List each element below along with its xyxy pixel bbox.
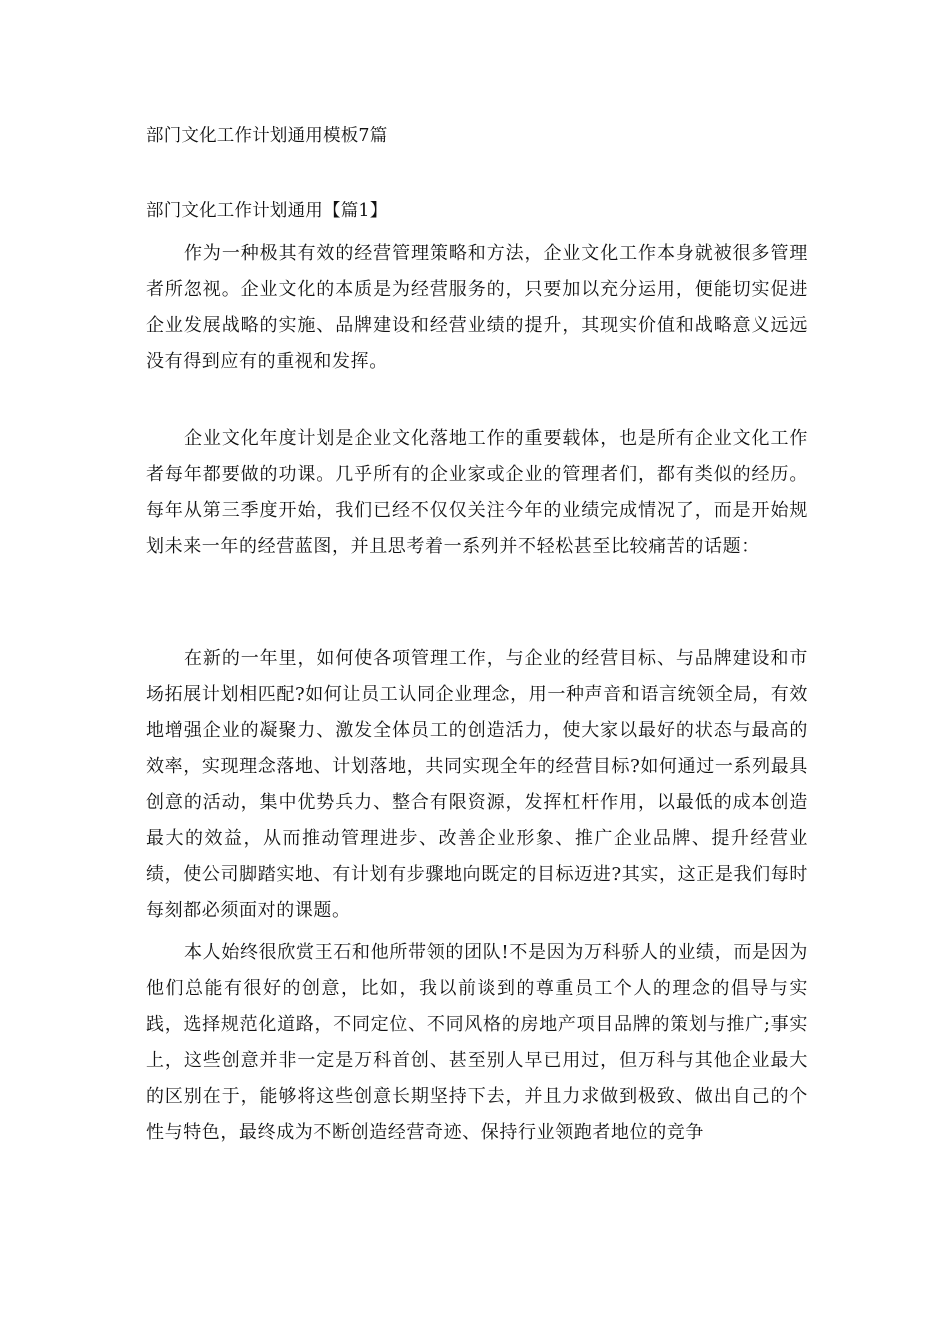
paragraph: 企业文化年度计划是企业文化落地工作的重要载体，也是所有企业文化工作者每年都要做的功课。几乎所有的企业家或企业的管理者们，都有类似的经历。每年从第三季度开始，我们已经不仅仅关注今年的业绩完成情况了，而是开始规划未来一年的经营蓝图，并且思考着一系列并不轻松甚至比较痛苦的话题： [146,428,808,557]
section-heading: 部门文化工作计划通用【篇1】 [146,201,388,221]
paragraph: 本人始终很欣赏王石和他所带领的团队!不是因为万科骄人的业绩，而是因为他们总能有很好的创意，比如，我以前谈到的尊重员工个人的理念的倡导与实践，选择规范化道路，不同定位、不同风格的房地产项目品牌的策划与推广;事实上，这些创意并非一定是万科首创、甚至别人早已用过，但万科与其他企业最大的区别在于，能够将这些创意长期坚持下去，并且力求做到极致、做出自己的个性与特色，最终成为不断创造经营奇迹、保持行业领跑者地位的竞争 [146,942,808,1143]
document-title: 部门文化工作计划通用模板7篇 [146,126,388,146]
paragraph: 作为一种极其有效的经营管理策略和方法，企业文化工作本身就被很多管理者所忽视。企业文化的本质是为经营服务的，只要加以充分运用，便能切实促进企业发展战略的实施、品牌建设和经营业绩的提升，其现实价值和战略意义远远没有得到应有的重视和发挥。 [146,243,808,372]
paragraph: 在新的一年里，如何使各项管理工作，与企业的经营目标、与品牌建设和市场拓展计划相匹配?如何让员工认同企业理念，用一种声音和语言统领全局，有效地增强企业的凝聚力、激发全体员工的创造活力，使大家以最好的状态与最高的效率，实现理念落地、计划落地，共同实现全年的经营目标?如何通过一系列最具创意的活动，集中优势兵力、整合有限资源，发挥杠杆作用，以最低的成本创造最大的效益，从而推动管理进步、改善企业形象、推广企业品牌、提升经营业绩，使公司脚踏实地、有计划有步骤地向既定的目标迈进?其实，这正是我们每时每刻都必须面对的课题。 [146,648,808,921]
